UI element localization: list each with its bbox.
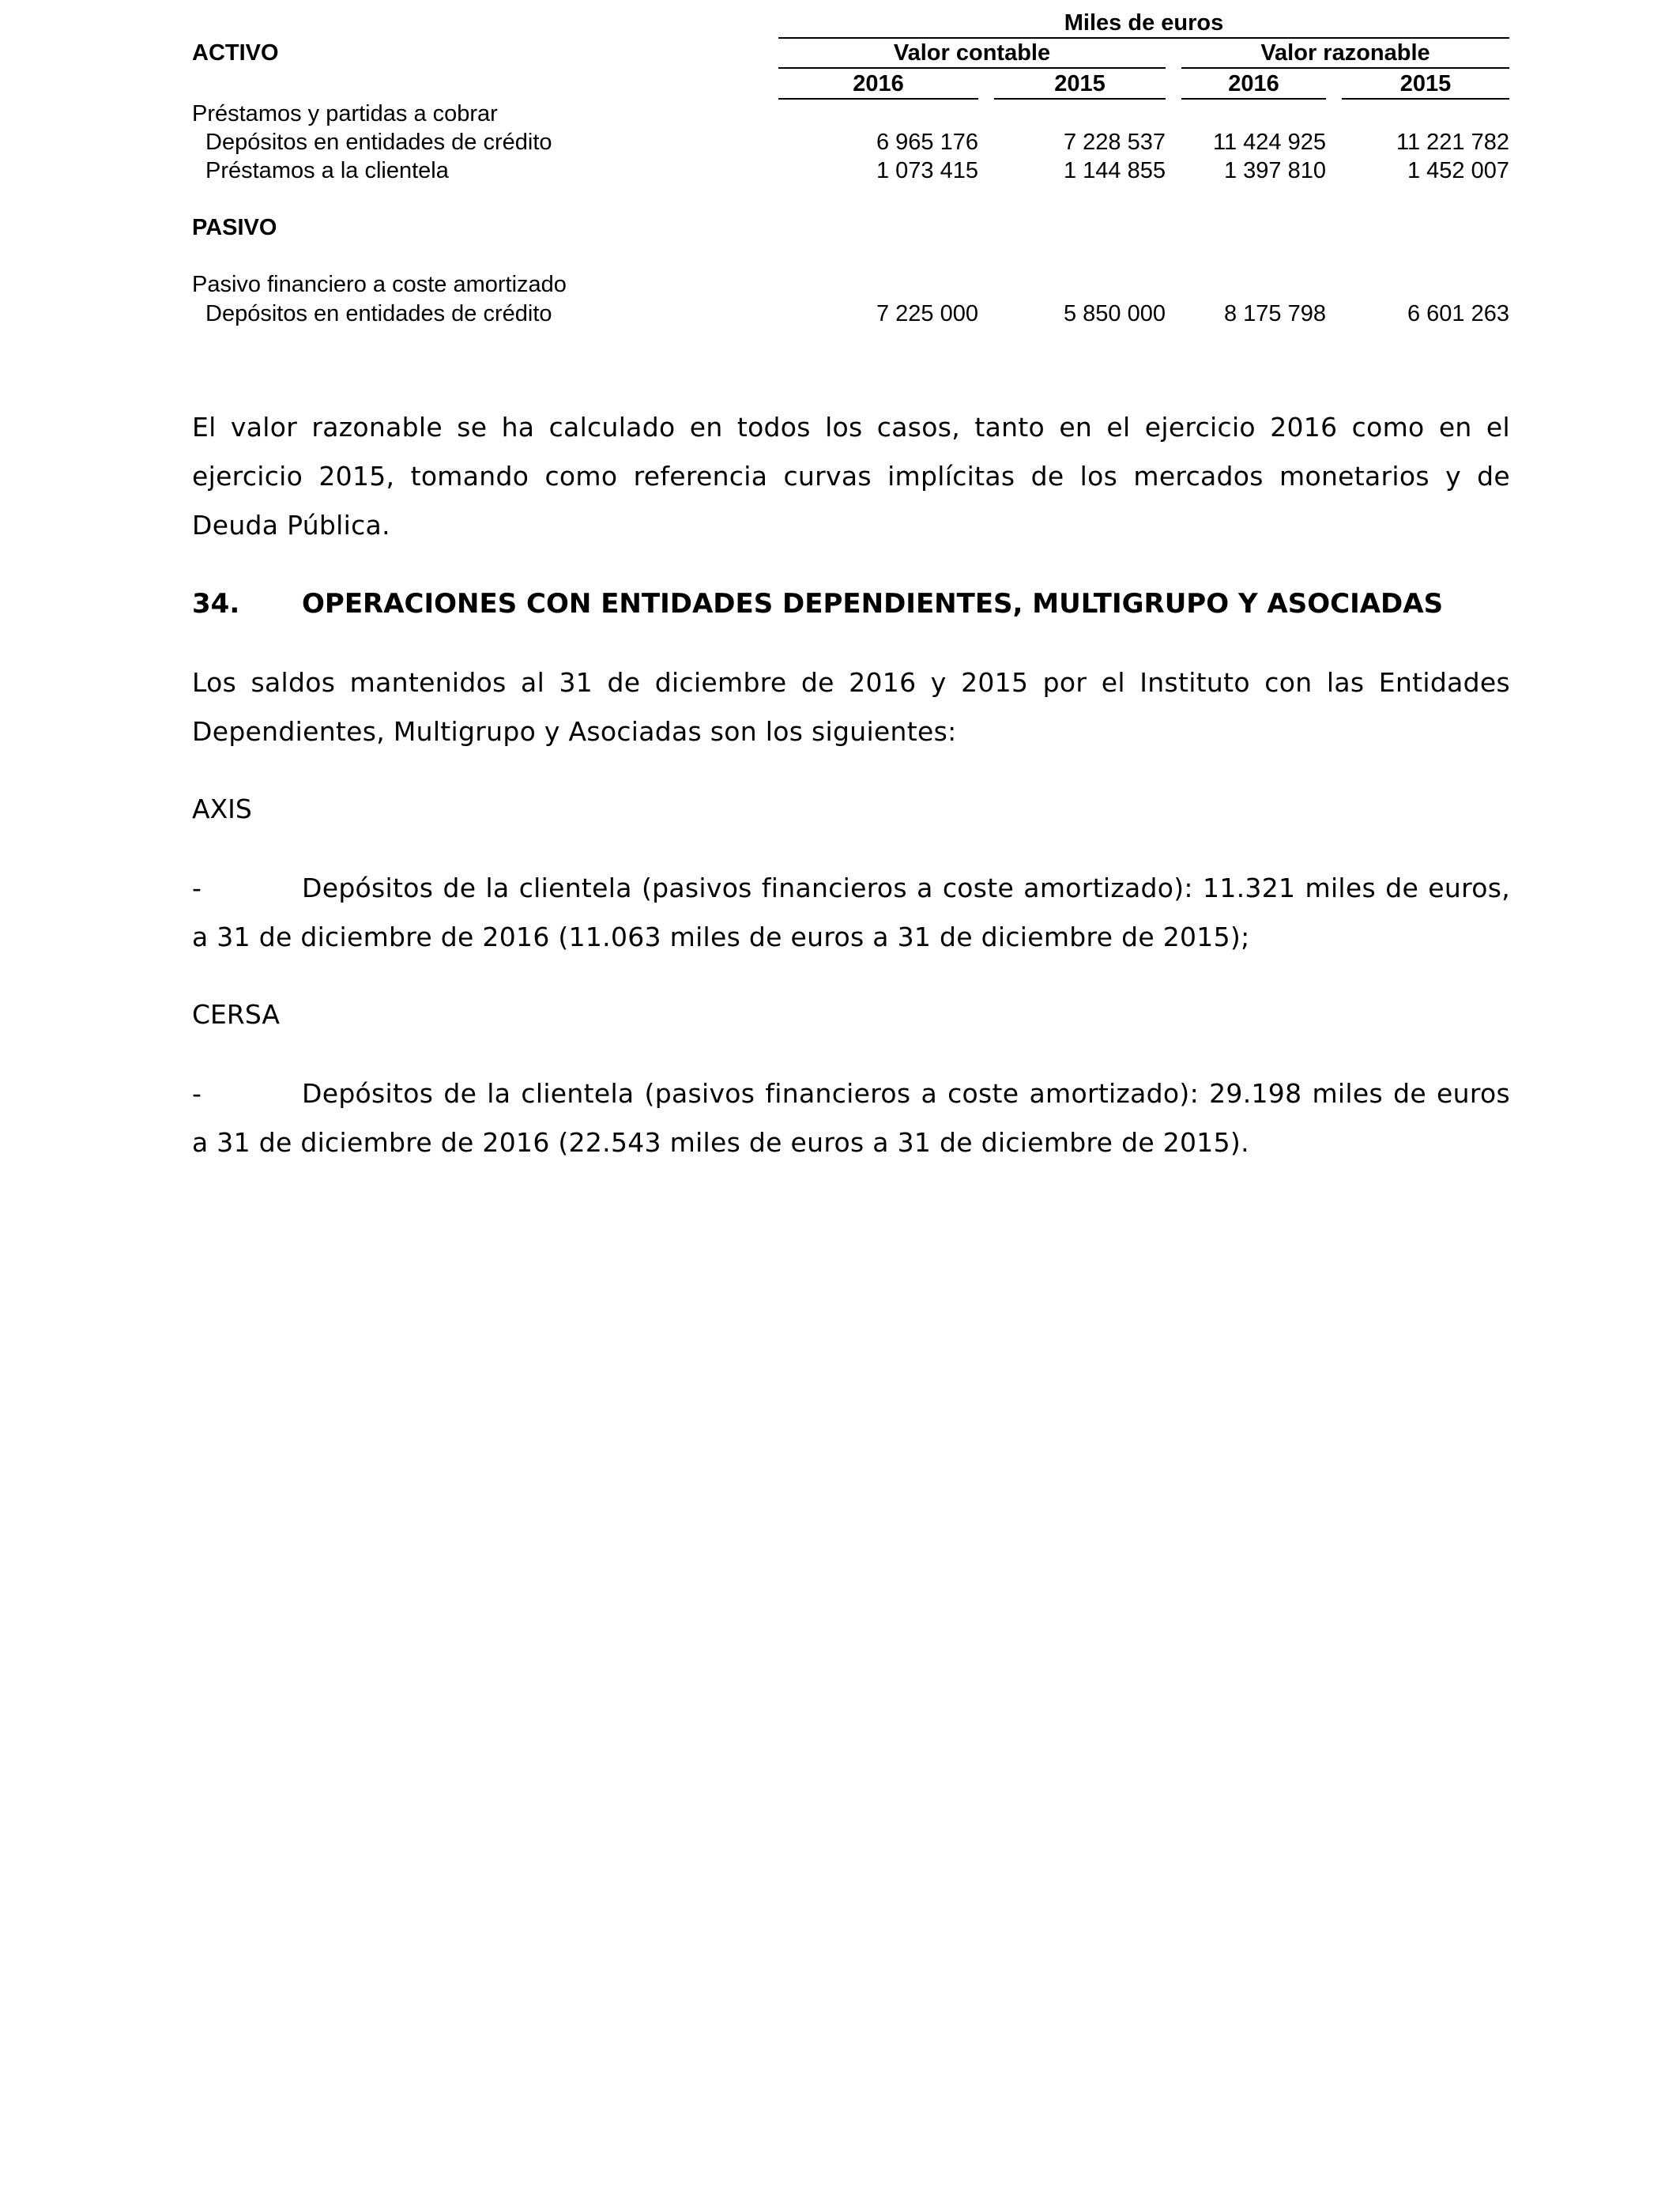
section-title: OPERACIONES CON ENTIDADES DEPENDIENTES, MULTIGRUPO Y ASOCIADAS (302, 588, 1444, 620)
activo-section-label: Préstamos y partidas a cobrar (192, 101, 498, 126)
bullet-dash: - (192, 1078, 202, 1109)
header-rule-top (778, 37, 1509, 39)
year-rule (1181, 98, 1326, 100)
table-cell: 7 225 000 (876, 301, 978, 326)
table-cell: 1 452 007 (1407, 158, 1509, 183)
group-rule-contable (778, 67, 1166, 69)
entity-item-cersa (192, 1069, 1510, 1167)
fair-value-table (0, 0, 1680, 348)
year-rule (778, 98, 978, 100)
bullet-dash: - (192, 873, 202, 903)
year-header: 2016 (853, 71, 904, 96)
entity-item-text: Depósitos de la clientela (pasivos financieros a coste amortizado): 29.198 miles de euros a 31 de diciembre de 2016 (22.543 miles de euros a 31 de diciembre de 2015). (192, 1078, 1510, 1158)
table-cell: 5 850 000 (1063, 301, 1166, 326)
table-cell: 8 175 798 (1223, 301, 1326, 326)
year-header: 2016 (1228, 71, 1279, 96)
table-row-label: Depósitos en entidades de crédito (205, 130, 552, 155)
year-header: 2015 (1054, 71, 1106, 96)
year-header: 2015 (1399, 71, 1452, 96)
pasivo-label: PASIVO (192, 215, 277, 240)
fair-value-note-paragraph: El valor razonable se ha calculado en todos los casos, tanto en el ejercicio 2016 como en el ejercicio 2015, tomando como referencia curvas implícitas de los mercados monetarios y de Deuda Pública. (192, 412, 1510, 541)
activo-label: ACTIVO (192, 40, 279, 66)
entity-name-axis: AXIS (192, 794, 252, 824)
entity-name-cersa: CERSA (192, 999, 280, 1030)
table-row-label: Depósitos en entidades de crédito (205, 301, 552, 326)
table-unit-header: Miles de euros (1064, 10, 1224, 36)
table-row-label: Préstamos a la clientela (205, 158, 449, 183)
table-cell: 6 601 263 (1407, 301, 1509, 326)
group-rule-razonable (1181, 67, 1509, 69)
group-header-valor-razonable: Valor razonable (1260, 40, 1430, 66)
year-rule (994, 98, 1166, 100)
table-cell: 6 965 176 (876, 130, 978, 155)
table-cell: 1 397 810 (1223, 158, 1326, 183)
table-cell: 11 424 925 (1213, 130, 1326, 155)
table-cell: 11 221 782 (1396, 130, 1509, 155)
year-rule (1342, 98, 1509, 100)
section-heading (192, 579, 1510, 628)
entity-item-axis (192, 864, 1510, 962)
table-cell: 7 228 537 (1063, 130, 1166, 155)
group-header-valor-contable: Valor contable (893, 40, 1051, 66)
table-cell: 1 073 415 (876, 158, 978, 183)
entity-item-text: Depósitos de la clientela (pasivos financieros a coste amortizado): 11.321 miles de euros, a 31 de diciembre de 2016 (11.063 miles de euros a 31 de diciembre de 2015); (192, 873, 1510, 952)
section-number: 34. (192, 588, 240, 620)
table-cell: 1 144 855 (1063, 158, 1166, 183)
intro-paragraph: Los saldos mantenidos al 31 de diciembre de 2016 y 2015 por el Instituto con las Entidades Dependientes, Multigrupo y Asociadas son los siguientes: (192, 667, 1510, 747)
pasivo-section-label: Pasivo financiero a coste amortizado (192, 272, 567, 297)
